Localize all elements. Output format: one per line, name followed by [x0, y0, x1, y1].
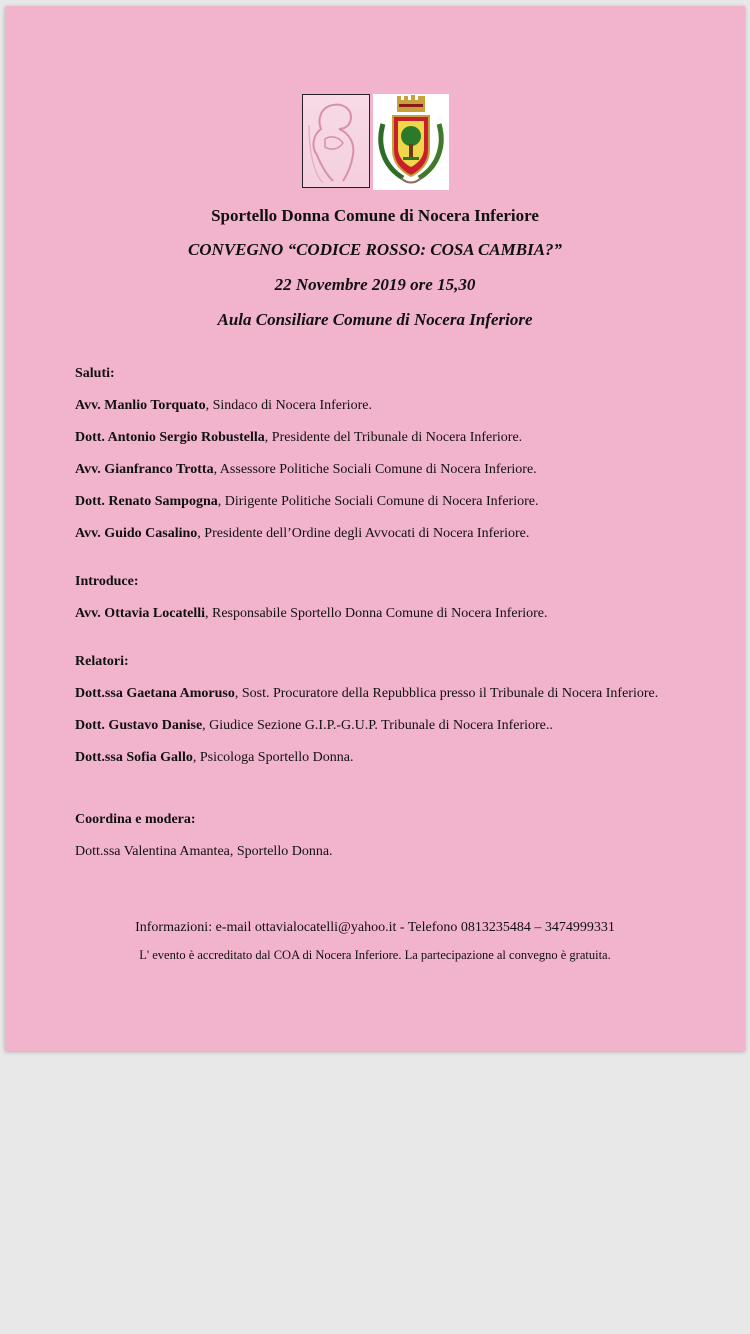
speaker-role: , Sindaco di Nocera Inferiore.	[205, 398, 372, 413]
speaker-role: , Sost. Procuratore della Repubblica presso il Tribunale di Nocera Inferiore.	[234, 686, 659, 701]
program-body	[75, 364, 675, 874]
speaker-name: Dott. Antonio Sergio Robustella	[75, 430, 265, 445]
event-title: CONVEGNO “CODICE ROSSO: COSA CAMBIA?”	[187, 240, 563, 259]
relatori-item	[75, 684, 675, 704]
event-header	[5, 206, 745, 345]
speaker-role: , Dirigente Politiche Sociali Comune di Nocera Inferiore.	[217, 494, 539, 509]
speaker-name: Dott. Gustavo Danise	[75, 718, 203, 733]
speaker-role: , Psicologa Sportello Donna.	[192, 750, 354, 765]
speaker-name: Dott.ssa Sofia Gallo	[75, 750, 193, 765]
speaker-role: , Assessore Politiche Sociali Comune di Nocera Inferiore.	[213, 462, 537, 477]
saluti-item	[75, 524, 675, 544]
city-coat-of-arms-icon	[373, 94, 449, 190]
speaker-name: Avv. Ottavia Locatelli	[75, 606, 205, 621]
speaker-name: Dott.ssa Gaetana Amoruso	[75, 686, 235, 701]
relatori-item	[75, 748, 675, 768]
saluti-item	[75, 460, 675, 480]
introduce-item	[75, 604, 675, 624]
speaker-role: , Giudice Sezione G.I.P.-G.U.P. Tribunale di Nocera Inferiore..	[202, 718, 553, 733]
relatori-item	[75, 716, 675, 736]
saluti-heading: Saluti:	[75, 366, 115, 381]
coordina-heading: Coordina e modera:	[75, 812, 196, 827]
speaker-role: , Presidente dell’Ordine degli Avvocati di Nocera Inferiore.	[197, 526, 530, 541]
event-date-time: 22 Novembre 2019 ore 15,30	[274, 275, 476, 294]
introduce-heading: Introduce:	[75, 574, 139, 589]
event-venue: Aula Consiliare Comune di Nocera Inferiore	[217, 310, 533, 329]
relatori-heading: Relatori:	[75, 654, 129, 669]
speaker-role: , Responsabile Sportello Donna Comune di Nocera Inferiore.	[205, 606, 548, 621]
logo-row	[5, 94, 745, 190]
organization-title: Sportello Donna Comune di Nocera Inferiore	[211, 206, 539, 225]
contact-info: Informazioni: e-mail ottavialocatelli@yahoo.it - Telefono 0813235484 – 3474999331	[135, 920, 615, 935]
speaker-name: Dott. Renato Sampogna	[75, 494, 218, 509]
accreditation-note: L' evento è accreditato dal COA di Nocera Inferiore. La partecipazione al convegno è gratuita.	[139, 948, 611, 962]
saluti-item	[75, 492, 675, 512]
speaker-name: Avv. Gianfranco Trotta	[75, 462, 214, 477]
saluti-item	[75, 428, 675, 448]
event-footer	[5, 918, 745, 964]
coordina-text: Dott.ssa Valentina Amantea, Sportello Donna.	[75, 844, 333, 859]
saluti-item	[75, 396, 675, 416]
speaker-name: Avv. Manlio Torquato	[75, 398, 206, 413]
speaker-role: , Presidente del Tribunale di Nocera Inferiore.	[264, 430, 523, 445]
woman-silhouette-logo-icon	[302, 94, 370, 188]
speaker-name: Avv. Guido Casalino	[75, 526, 198, 541]
document-page	[5, 6, 745, 1051]
